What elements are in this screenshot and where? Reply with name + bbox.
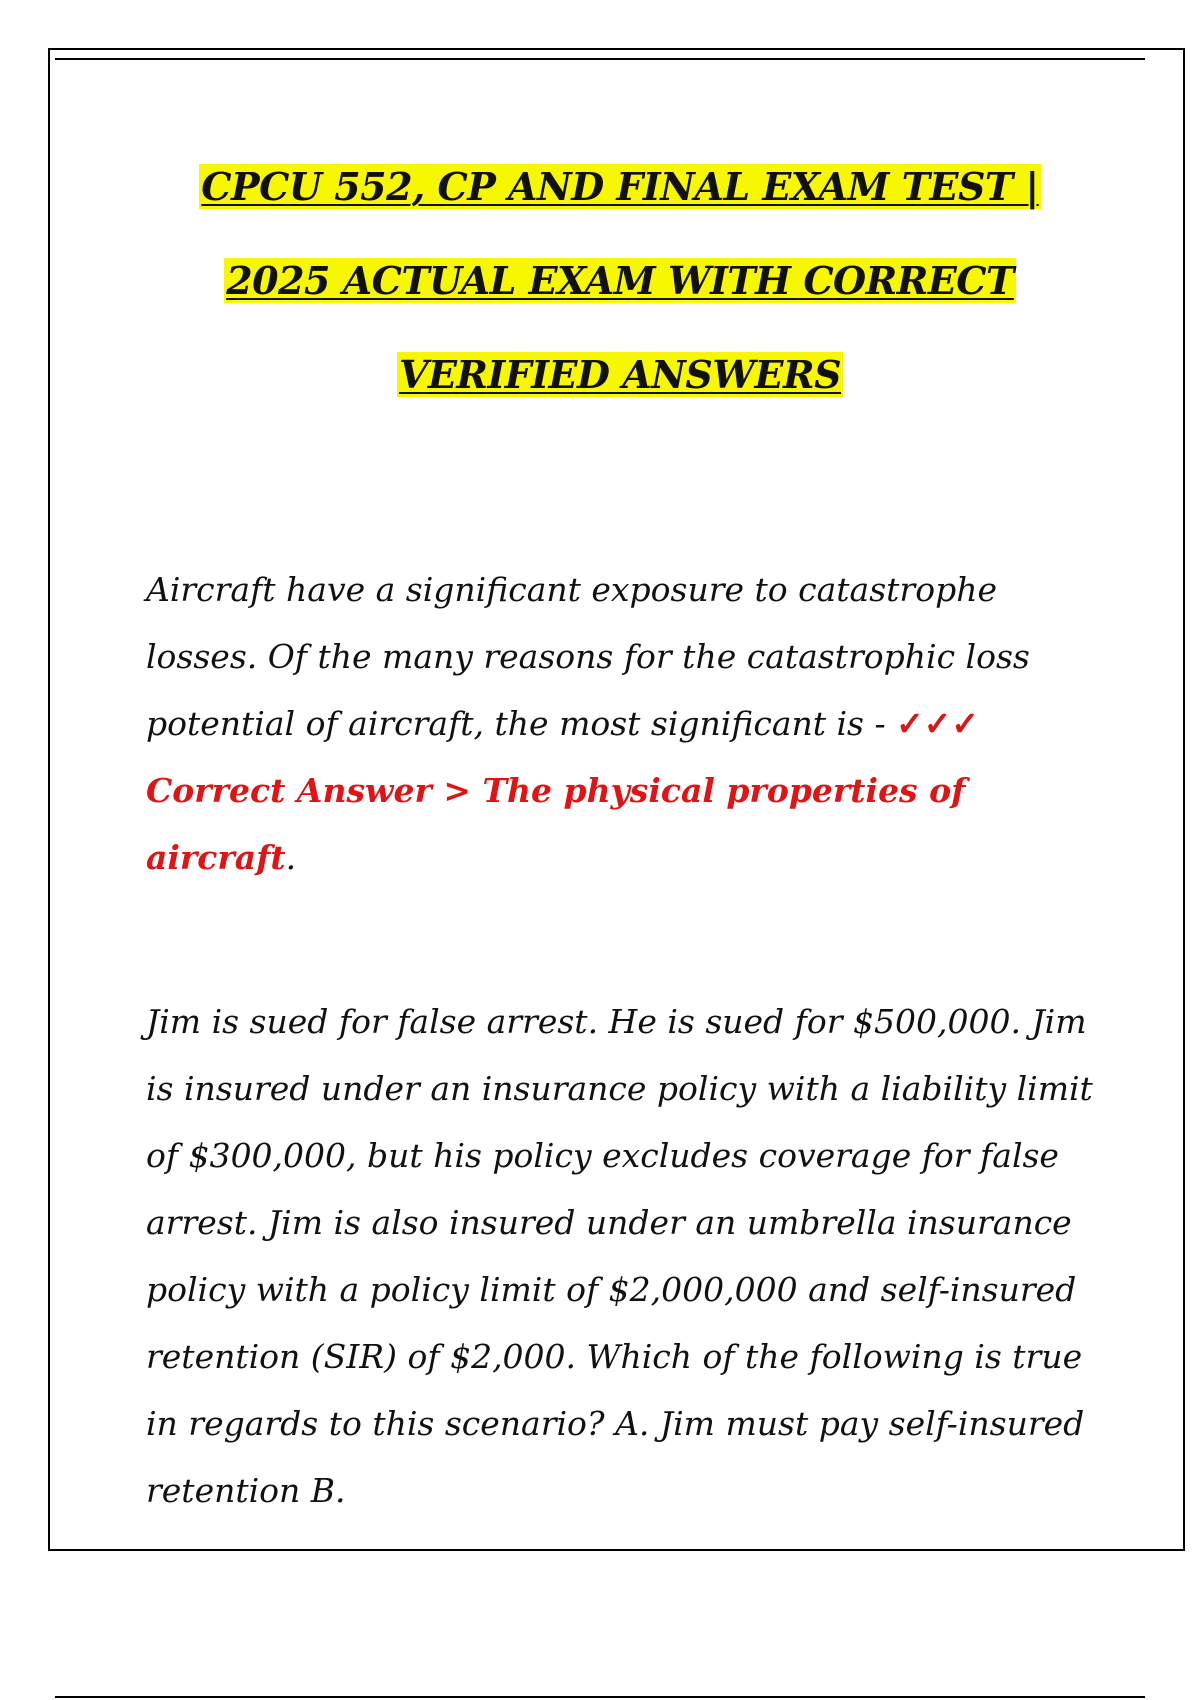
question-1 — [146, 556, 1106, 891]
document-title — [0, 140, 1200, 422]
title-line-1: CPCU 552, CP AND FINAL EXAM TEST | — [201, 164, 1039, 209]
question-1-answer: The physical properties of aircraft — [146, 771, 966, 877]
question-2 — [146, 988, 1106, 1524]
answer-trailing: . — [285, 838, 297, 877]
question-2-text: Jim is sued for false arrest. He is sued for $500,000. Jim is insured under an insurance policy with a liability limit of $300,000, but his policy excludes coverage for false arrest. Jim is also insured under an umbrella insurance policy with a policy limit of $2,000,000 and self-insured retention (SIR) of $2,000. Which of the following is true in regards to this scenario? A. Jim must pay self-insured retention B. — [146, 1002, 1093, 1510]
checkmarks-icon: ✓✓✓ — [896, 704, 980, 743]
bottom-rule — [55, 1696, 1145, 1698]
title-line-3: VERIFIED ANSWERS — [398, 352, 842, 397]
question-1-text: Aircraft have a significant exposure to catastrophe losses. Of the many reasons for the catastrophic loss potential of aircraft, the most significant is - — [146, 570, 1030, 743]
answer-prefix: Correct Answer > — [146, 771, 483, 810]
title-line-2: 2025 ACTUAL EXAM WITH CORRECT — [226, 258, 1014, 303]
